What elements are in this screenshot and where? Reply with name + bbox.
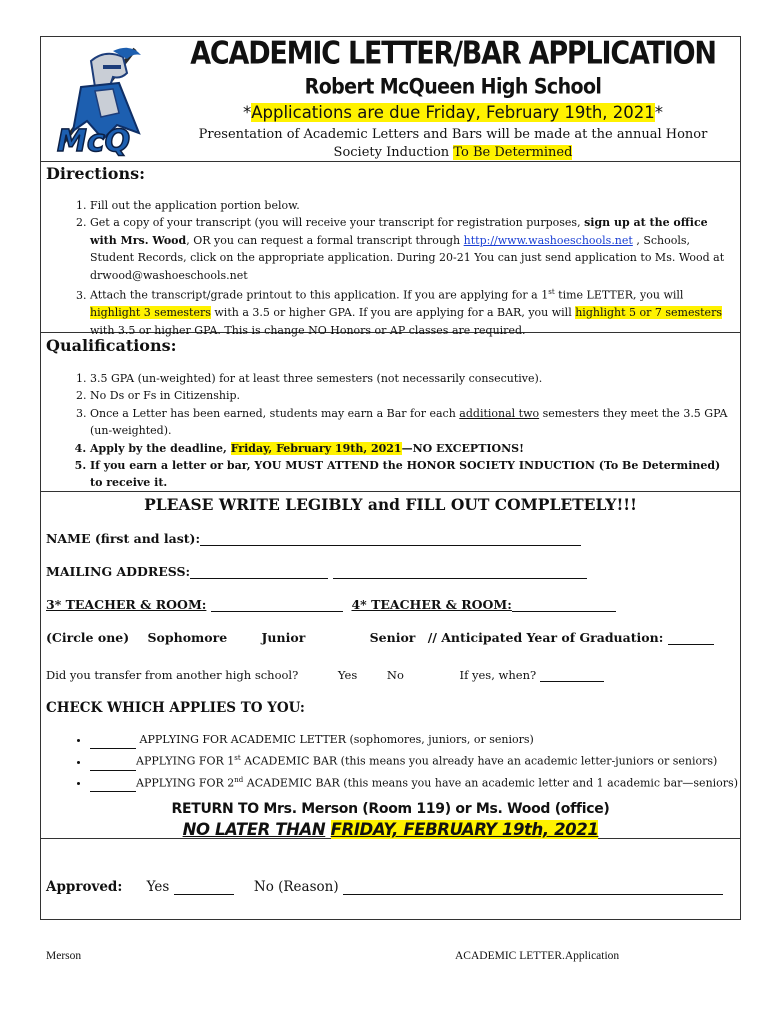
name-row — [46, 531, 581, 546]
presentation-tbd: To Be Determined — [453, 145, 573, 160]
teacher-3-input[interactable] — [211, 597, 343, 612]
washoe-schools-link[interactable]: http://www.washoeschools.net — [463, 233, 633, 247]
directions-item-2-bold: sign up at the office with Mrs. Wood — [90, 216, 708, 247]
qualifications-list — [46, 370, 736, 492]
check-blank-bar-1[interactable] — [90, 759, 136, 771]
grad-year-input[interactable] — [668, 630, 714, 645]
superscript: nd — [234, 775, 244, 784]
directions-item-2-text-b: , OR you can request a formal transcript through — [186, 233, 461, 247]
approval-row — [46, 879, 723, 895]
mailing-row — [46, 564, 587, 579]
school-name: Robert McQueen High School — [304, 74, 602, 100]
approved-yes: Yes — [146, 879, 170, 895]
mailing-label: MAILING ADDRESS: — [46, 564, 191, 579]
teacher-row — [46, 597, 616, 612]
directions-list — [46, 197, 736, 339]
directions-item-3-text-d: with 3.5 or higher GPA. This is change NO Honors or AP classes are required. — [90, 323, 526, 337]
footer-left: Merson — [46, 950, 82, 962]
qualification-2: No Ds or Fs in Citizenship. — [90, 389, 241, 403]
list-item — [90, 214, 736, 284]
list-item — [90, 457, 736, 492]
return-instructions: RETURN TO Mrs. Merson (Room 119) or Ms. Wood (office) — [171, 801, 610, 817]
check-blank-bar-2[interactable] — [90, 780, 136, 792]
directions-item-3-text-c: with a 3.5 or higher GPA. If you are applying for a BAR, you will — [214, 306, 572, 320]
presentation-text: Presentation of Academic Letters and Bars will be made at the annual Honor Society Induction — [198, 127, 708, 160]
qualification-4-deadline: Friday, February 19th, 2021 — [230, 441, 402, 455]
approved-label: Approved: — [46, 879, 123, 895]
qualification-1: 3.5 GPA (un-weighted) for at least three semesters (not necessarily consecutive). — [90, 372, 543, 385]
qualification-4-text-b: —NO EXCEPTIONS! — [401, 441, 524, 455]
transfer-no[interactable]: No — [386, 668, 404, 682]
check-blank-letter[interactable] — [90, 737, 136, 749]
grade-option-sophomore[interactable]: Sophomore — [147, 630, 228, 645]
directions-item-3-text-b: time LETTER, you will — [558, 288, 684, 302]
grade-option-junior[interactable]: Junior — [261, 630, 306, 645]
qualifications-heading: Qualifications: — [46, 336, 177, 355]
teacher-4-input[interactable] — [512, 597, 616, 612]
list-item — [90, 387, 736, 404]
due-date-text: Applications are due Friday, February 19th, 2021 — [251, 103, 655, 122]
list-item — [90, 731, 738, 749]
page-title: ACADEMIC LETTER/BAR APPLICATION — [190, 35, 716, 72]
form-banner: PLEASE WRITE LEGIBLY and FILL OUT COMPLETELY!!! — [144, 495, 637, 514]
qualification-3-text-b: semesters they meet the 3.5 GPA (un-weighted). — [90, 406, 728, 438]
highlight-5-or-7-semesters: highlight 5 or 7 semesters — [575, 306, 722, 320]
check-heading: CHECK WHICH APPLIES TO YOU: — [46, 700, 305, 716]
circle-one-label: (Circle one) — [46, 630, 130, 645]
qualification-5: If you earn a letter or bar, YOU MUST ATTEND the HONOR SOCIETY INDUCTION (To Be Determined) to receive it. — [90, 459, 721, 490]
mailing-input[interactable] — [190, 564, 328, 579]
name-label: NAME (first and last): — [46, 531, 201, 546]
transfer-when-input[interactable] — [540, 669, 604, 682]
qualification-3-text: Once a Letter has been earned, students may earn a Bar for each — [90, 406, 456, 420]
check-option-bar-2-b: ACADEMIC BAR (this means you have an academic letter and 1 academic bar—seniors) — [246, 776, 738, 790]
transfer-question: Did you transfer from another high school? — [46, 668, 299, 682]
transfer-row — [46, 668, 604, 682]
teacher-3-label: 3* TEACHER & ROOM: — [46, 597, 207, 612]
qualification-4-text: Apply by the deadline, — [90, 441, 227, 455]
directions-heading: Directions: — [46, 164, 145, 183]
qualification-3-underline: additional two — [459, 406, 540, 420]
transfer-yes[interactable]: Yes — [337, 668, 358, 682]
approved-no-reason: No (Reason) — [253, 879, 339, 895]
superscript: st — [548, 288, 555, 297]
school-logo — [43, 43, 161, 161]
check-option-bar-1: APPLYING FOR 1 — [136, 754, 235, 768]
footer-right: ACADEMIC LETTER.Application — [455, 950, 620, 962]
reason-input[interactable] — [343, 880, 723, 895]
list-item — [90, 405, 736, 440]
check-option-letter: APPLYING FOR ACADEMIC LETTER (sophomores, juniors, or seniors) — [139, 733, 534, 746]
directions-item-1: Fill out the application portion below. — [90, 199, 300, 212]
grade-row — [46, 630, 714, 645]
teacher-4-label: 4* TEACHER & ROOM: — [351, 597, 512, 612]
approved-yes-input[interactable] — [174, 880, 234, 895]
highlight-3-semesters: highlight 3 semesters — [90, 306, 211, 320]
deadline-notice — [40, 820, 741, 839]
check-list — [46, 731, 738, 792]
deadline-date: FRIDAY, FEBRUARY 19th, 2021 — [330, 820, 599, 839]
directions-item-2-text-c: , Schools, Student Records, click on the appropriate application. During 20-21 You can just send application to Ms. Wood at drwood@washoeschools.net — [90, 233, 725, 282]
list-item — [90, 197, 736, 214]
superscript: st — [234, 754, 241, 762]
name-input[interactable] — [200, 531, 581, 546]
due-date-notice: *Applications are due Friday, February 19th, 2021* — [242, 103, 664, 122]
presentation-note — [165, 126, 741, 162]
list-item — [90, 440, 736, 457]
transfer-when-label: If yes, when? — [459, 668, 537, 682]
check-option-bar-1-b: ACADEMIC BAR (this means you already have an academic letter-juniors or seniors) — [244, 754, 718, 768]
mailing-input-2[interactable] — [333, 564, 587, 579]
grad-year-label: // Anticipated Year of Graduation: — [427, 630, 664, 645]
list-item — [90, 771, 738, 793]
list-item — [90, 370, 736, 387]
grade-option-senior[interactable]: Senior — [369, 630, 416, 645]
directions-item-2-text: Get a copy of your transcript (you will receive your transcript for registration purposes, — [90, 216, 581, 230]
deadline-prefix: NO LATER THAN — [182, 820, 326, 839]
directions-item-3-text: Attach the transcript/grade printout to this application. If you are applying for a 1 — [90, 288, 549, 302]
list-item — [90, 284, 736, 339]
check-option-bar-2: APPLYING FOR 2 — [136, 776, 235, 790]
list-item — [90, 749, 738, 771]
logo-text: McQ — [57, 124, 131, 159]
